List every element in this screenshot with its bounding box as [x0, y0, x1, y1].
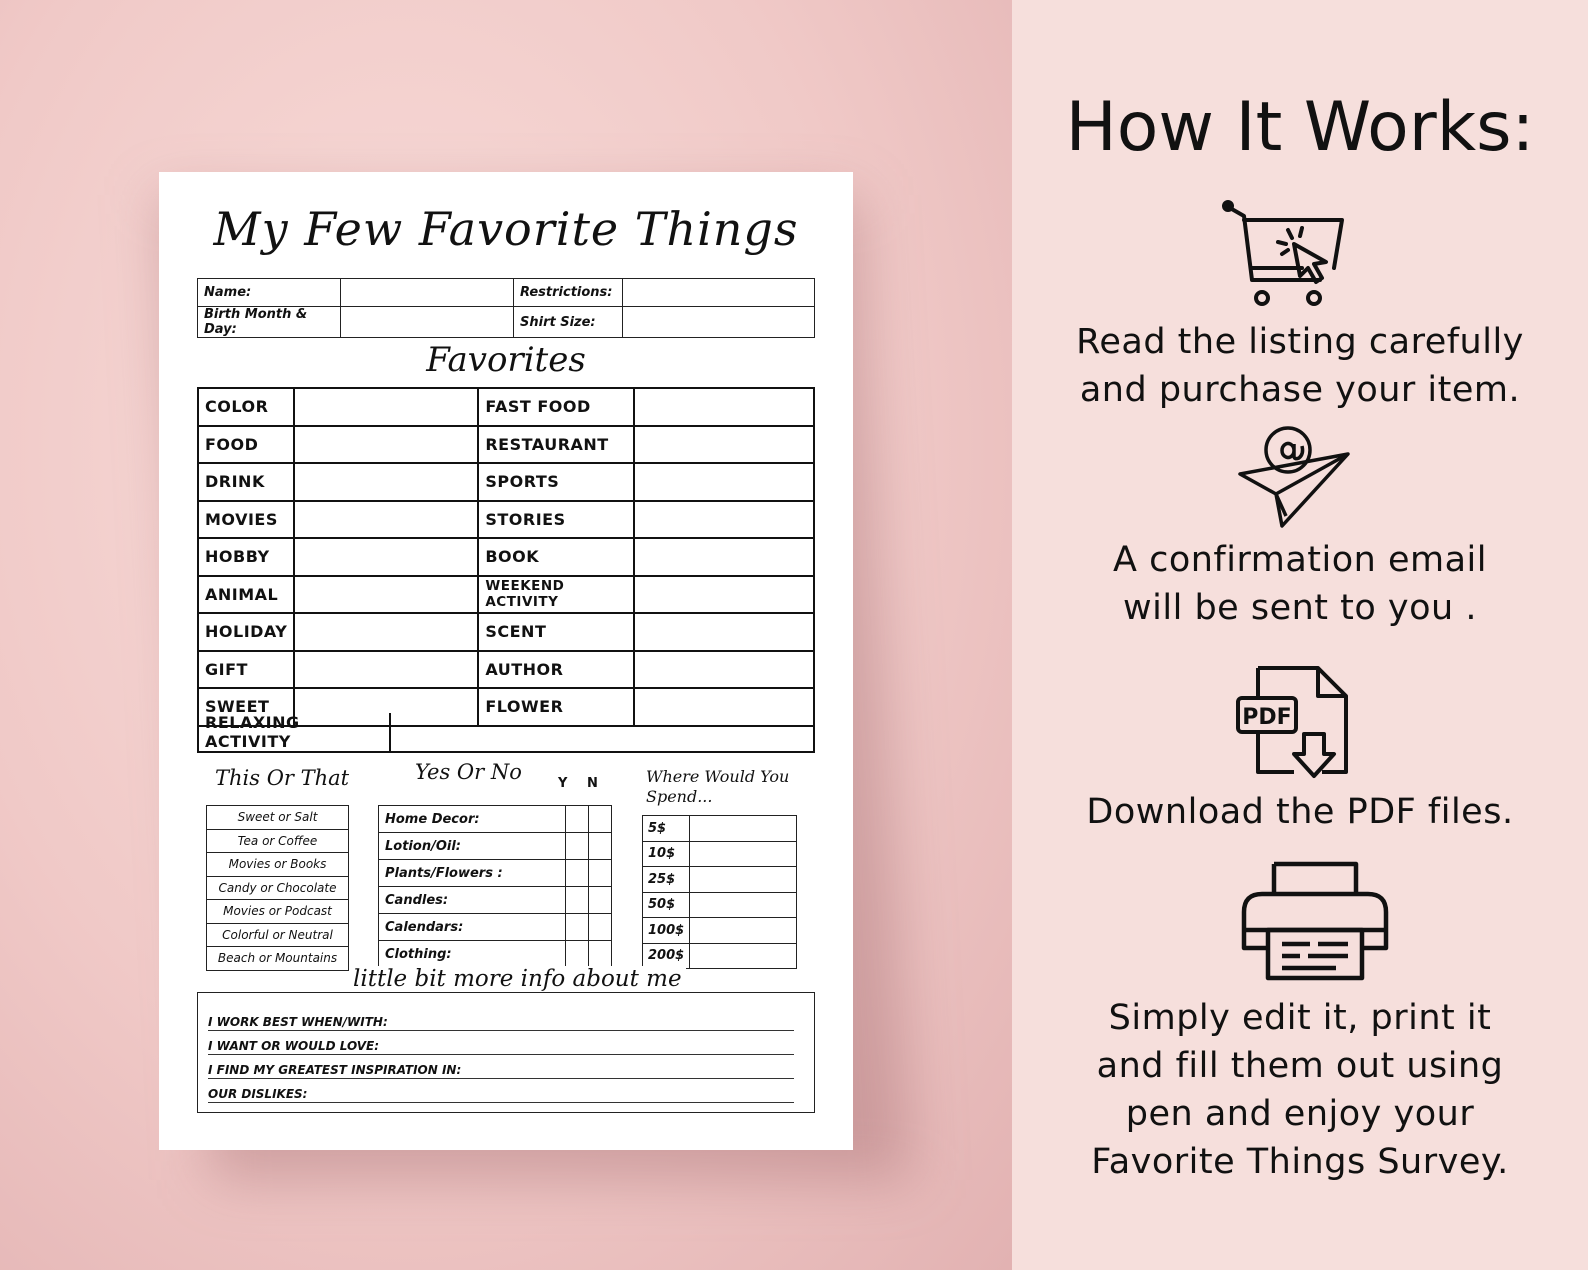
fav-field[interactable] — [294, 463, 478, 501]
step-line: will be sent to you . — [1123, 588, 1477, 628]
yes-checkbox[interactable] — [566, 806, 589, 833]
yes-or-no-title: Yes Or No — [415, 760, 522, 784]
more-info-line[interactable]: I WANT OR WOULD LOVE: — [208, 1039, 794, 1055]
fav-field[interactable] — [634, 388, 814, 426]
restrictions-label: Restrictions: — [514, 279, 623, 307]
spend-field[interactable] — [690, 867, 797, 893]
step-1-text — [1040, 318, 1560, 414]
no-checkbox[interactable] — [589, 887, 612, 914]
yes-no-item: Lotion/Oil: — [379, 833, 566, 860]
fav-label: RESTAURANT — [478, 426, 634, 464]
spend-amount: 200$ — [643, 943, 690, 969]
more-info-box — [197, 992, 815, 1113]
fav-field[interactable] — [634, 576, 814, 614]
fav-label: SPORTS — [478, 463, 634, 501]
fav-label: FAST FOOD — [478, 388, 634, 426]
fav-label: STORIES — [478, 501, 634, 539]
fav-field[interactable] — [294, 501, 478, 539]
no-checkbox[interactable] — [589, 833, 612, 860]
spend-title — [646, 767, 789, 807]
fav-field[interactable] — [634, 651, 814, 689]
favorites-table — [197, 387, 815, 727]
more-info-line[interactable]: OUR DISLIKES: — [208, 1087, 794, 1103]
step-line: Read the listing carefully — [1076, 322, 1524, 362]
name-label: Name: — [198, 279, 341, 307]
printable-sheet — [159, 172, 853, 1150]
yes-no-item: Calendars: — [379, 914, 566, 941]
birth-label: Birth Month & Day: — [198, 307, 341, 338]
fav-label: FOOD — [198, 426, 294, 464]
fav-label: GIFT — [198, 651, 294, 689]
shopping-cart-icon — [1222, 198, 1352, 310]
fav-field[interactable] — [634, 613, 814, 651]
fav-label: SWEET — [198, 688, 294, 726]
no-checkbox[interactable] — [589, 941, 612, 968]
this-or-that-item[interactable]: Tea or Coffee — [207, 829, 349, 853]
relax-label: RELAXING ACTIVITY — [198, 713, 390, 752]
yes-or-no-table — [378, 805, 612, 968]
fav-field[interactable] — [294, 538, 478, 576]
step-line: and fill them out using — [1096, 1046, 1504, 1086]
how-it-works-title: How It Works: — [1065, 88, 1535, 167]
step-2-text — [1040, 536, 1560, 632]
fav-field[interactable] — [294, 613, 478, 651]
fav-label: FLOWER — [478, 688, 634, 726]
favorites-title: Favorites — [426, 340, 586, 380]
yes-checkbox[interactable] — [566, 833, 589, 860]
this-or-that-table — [206, 805, 349, 971]
info-table — [197, 278, 815, 338]
fav-label: AUTHOR — [478, 651, 634, 689]
restrictions-field[interactable] — [623, 279, 815, 307]
spend-field[interactable] — [690, 892, 797, 918]
relax-table — [197, 713, 815, 753]
pdf-badge-text: PDF — [1242, 705, 1292, 730]
yes-checkbox[interactable] — [566, 941, 589, 968]
step-line: A confirmation email — [1113, 540, 1487, 580]
more-info-title: little bit more info about me — [349, 966, 686, 992]
step-line: Simply edit it, print it — [1108, 998, 1492, 1038]
no-checkbox[interactable] — [589, 806, 612, 833]
fav-label: COLOR — [198, 388, 294, 426]
fav-field[interactable] — [294, 576, 478, 614]
spend-amount: 10$ — [643, 841, 690, 867]
fav-field[interactable] — [634, 463, 814, 501]
step-4-text — [1040, 994, 1560, 1186]
step-line: and purchase your item. — [1079, 370, 1521, 410]
spend-amount: 100$ — [643, 918, 690, 944]
this-or-that-item[interactable]: Sweet or Salt — [207, 806, 349, 830]
shirt-field[interactable] — [623, 307, 815, 338]
fav-label: MOVIES — [198, 501, 294, 539]
this-or-that-item[interactable]: Beach or Mountains — [207, 947, 349, 971]
fav-label: BOOK — [478, 538, 634, 576]
fav-label: HOLIDAY — [198, 613, 294, 651]
spend-field[interactable] — [690, 943, 797, 969]
shirt-label: Shirt Size: — [514, 307, 623, 338]
no-checkbox[interactable] — [589, 860, 612, 887]
fav-label: SCENT — [478, 613, 634, 651]
step-line: Download the PDF files. — [1086, 792, 1514, 832]
fav-label: HOBBY — [198, 538, 294, 576]
fav-field[interactable] — [294, 388, 478, 426]
fav-label: DRINK — [198, 463, 294, 501]
relax-field[interactable] — [390, 713, 814, 752]
this-or-that-item[interactable]: Movies or Podcast — [207, 900, 349, 924]
this-or-that-item[interactable]: Candy or Chocolate — [207, 876, 349, 900]
spend-title-line: Where Would You — [646, 767, 790, 786]
this-or-that-title: This Or That — [215, 766, 350, 790]
step-3-text — [1040, 788, 1560, 836]
no-column-header: N — [587, 776, 598, 791]
more-info-line[interactable]: I FIND MY GREATEST INSPIRATION IN: — [208, 1063, 794, 1079]
fav-label: WEEKEND ACTIVITY — [478, 576, 634, 614]
this-or-that-item[interactable]: Movies or Books — [207, 853, 349, 877]
yes-no-item: Plants/Flowers : — [379, 860, 566, 887]
yes-checkbox[interactable] — [566, 860, 589, 887]
spend-field[interactable] — [690, 816, 797, 842]
yes-column-header: Y — [558, 776, 568, 791]
birth-field[interactable] — [341, 307, 514, 338]
fav-field[interactable] — [634, 501, 814, 539]
spend-amount: 50$ — [643, 892, 690, 918]
sheet-title: My Few Favorite Things — [213, 202, 799, 256]
spend-table — [642, 815, 797, 969]
name-field[interactable] — [341, 279, 514, 307]
yes-checkbox[interactable] — [566, 914, 589, 941]
paper-plane-email-icon — [1236, 424, 1352, 532]
pdf-download-icon — [1236, 662, 1356, 780]
yes-checkbox[interactable] — [566, 887, 589, 914]
step-line: pen and enjoy your — [1125, 1094, 1475, 1134]
fav-label: ANIMAL — [198, 576, 294, 614]
yes-no-item: Home Decor: — [379, 806, 566, 833]
fav-field[interactable] — [294, 651, 478, 689]
fav-field[interactable] — [294, 426, 478, 464]
spend-amount: 25$ — [643, 867, 690, 893]
spend-field[interactable] — [690, 918, 797, 944]
spend-amount: 5$ — [643, 816, 690, 842]
fav-field[interactable] — [634, 538, 814, 576]
more-info-line[interactable]: I WORK BEST WHEN/WITH: — [208, 1015, 794, 1031]
step-line: Favorite Things Survey. — [1091, 1142, 1509, 1182]
this-or-that-item[interactable]: Colorful or Neutral — [207, 923, 349, 947]
spend-title-line: Spend... — [646, 787, 713, 806]
yes-no-item: Clothing: — [379, 941, 566, 968]
printer-icon — [1240, 858, 1390, 982]
no-checkbox[interactable] — [589, 914, 612, 941]
fav-field[interactable] — [634, 426, 814, 464]
spend-field[interactable] — [690, 841, 797, 867]
yes-no-item: Candles: — [379, 887, 566, 914]
